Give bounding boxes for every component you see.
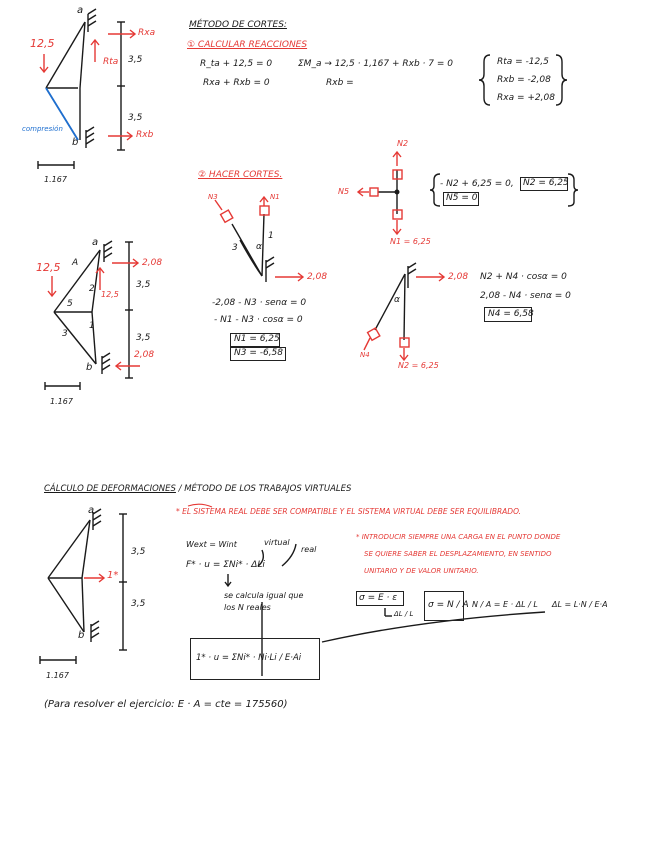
note-compatible: * EL SISTEMA REAL DEBE SER COMPATIBLE Y EL SISTEMA VIRTUAL DEBE SER EQUILIBRADO.	[176, 507, 522, 516]
cut1-eq-b: - N1 - N3 · cosα = 0	[214, 315, 303, 325]
eq-3: ΣM_a → 12,5 · 1,167 + Rxb · 7 = 0	[298, 59, 453, 69]
fig2-label-a: a	[92, 237, 99, 248]
virtual-equation: F* · u = ΣNi* · ΔLi	[186, 560, 265, 570]
fig2-bar-3: 3	[62, 329, 68, 339]
reaction-1: Rta = -12,5	[497, 57, 549, 67]
eq-2: Rxa + Rxb = 0	[203, 78, 270, 88]
cut1-bar1: 1	[268, 231, 274, 241]
cut1-eq-a: -2,08 - N3 · senα = 0	[212, 298, 307, 308]
cut1-n1: N1	[270, 193, 280, 201]
fig1-label-rxa: Rxa	[138, 28, 156, 38]
fig2-width: 1.167	[50, 397, 73, 406]
fig1-width: 1.167	[44, 175, 67, 184]
fig1-compression-label: compresión	[22, 125, 63, 133]
calc-note-2: los N reales	[224, 603, 271, 612]
reaction-3: Rxa = +2,08	[497, 93, 555, 103]
strain-def: ΔL / L	[394, 610, 414, 618]
fig3-dim-2: 3,5	[131, 599, 146, 609]
brace-left-1	[479, 55, 490, 105]
fig2-r3: 2,08	[134, 350, 155, 360]
real-label: real	[301, 545, 317, 554]
fig2-r1: 12,5	[101, 290, 119, 299]
fig3-dim-1: 3,5	[131, 547, 146, 557]
stress-strain: N / A = E · ΔL / L	[472, 600, 538, 609]
cut1-result-b: N3 = -6,58	[234, 348, 284, 358]
cut1-result-a: N1 = 6,25	[234, 334, 280, 344]
cut2-n4: N4	[360, 351, 370, 359]
fig1-label-b: b	[72, 137, 79, 148]
fig2-label-b: b	[86, 362, 93, 373]
hooke-law: σ = E · ε	[359, 593, 398, 603]
final-formula: 1* · u = ΣNi* · Ni·Li / E·Ai	[196, 653, 302, 663]
brace-left-2	[430, 174, 440, 206]
fig3-load: 1*	[107, 570, 119, 581]
fig2-label-A: A	[72, 258, 79, 268]
fig1-label-load: 12,5	[30, 37, 55, 50]
note-load-3: UNITARIO Y DE VALOR UNITARIO.	[364, 567, 479, 575]
cut2-alpha: α	[394, 295, 400, 305]
step1-title: ① CALCULAR REACCIONES	[187, 40, 308, 50]
virtual-label: virtual	[264, 538, 290, 547]
fig1-dim-1: 3,5	[128, 55, 143, 65]
fig2-bar-1: 1	[89, 321, 95, 331]
section3-title	[44, 485, 351, 494]
cut2-force: 2,08	[448, 272, 469, 282]
fig2-r2: 2,08	[142, 258, 163, 268]
footer-note: (Para resolver el ejercicio: E · A = cte = 175560)	[44, 699, 288, 710]
fig2-load: 12,5	[36, 261, 61, 274]
note-load-2: SE QUIERE SABER EL DESPLAZAMIENTO, EN SENTIDO	[364, 550, 552, 558]
node-n1: N1 = 6,25	[390, 237, 431, 246]
cut2-n2: N2 = 6,25	[398, 361, 439, 370]
system-eq: - N2 + 6,25 = 0,	[440, 179, 514, 189]
fig3-red	[84, 574, 104, 582]
step2-title: ② HACER CORTES.	[198, 170, 283, 180]
fig2-dim-2: 3,5	[136, 333, 151, 343]
cut1-red	[215, 197, 303, 281]
fig2-dim-1: 3,5	[136, 280, 151, 290]
cut2-result: N4 = 6,58	[488, 309, 534, 319]
section3-title-b: / MÉTODO DE LOS TRABAJOS VIRTUALES	[178, 484, 352, 494]
fig2-bar-5: 5	[67, 299, 73, 309]
fig3-width: 1.167	[46, 671, 69, 680]
node-n5: N5	[338, 187, 350, 196]
work-balance: Wext = Wint	[186, 540, 237, 549]
reaction-2: Rxb = -2,08	[497, 75, 551, 85]
brace-right-2	[568, 174, 578, 206]
system-result-2: N5 = 0	[446, 193, 478, 203]
fig2-red-arrows	[48, 259, 140, 370]
section1-title: MÉTODO DE CORTES:	[189, 20, 287, 30]
cut1-alpha: α	[256, 242, 262, 252]
cut1-n3: N3	[208, 193, 218, 201]
eq-1: R_ta + 12,5 = 0	[200, 59, 273, 69]
fig2-bar-2: 2	[89, 284, 95, 294]
system-result-1: N2 = 6,25	[523, 178, 569, 188]
cut1-bar3: 3	[232, 243, 238, 253]
calc-note-1: se calcula igual que	[224, 591, 304, 600]
cut1-sketch	[232, 214, 274, 282]
fig3-label-a: a	[88, 505, 95, 516]
fig1-label-rxb: Rxb	[136, 130, 154, 140]
cut2-eq-c: N2 + N4 · cosα = 0	[480, 272, 567, 282]
fig1-label-rta: Rta	[103, 57, 119, 67]
section3-title-a: CÁLCULO DE DEFORMACIONES	[44, 484, 176, 494]
elongation: ΔL = L·N / E·A	[552, 600, 608, 609]
truss-figure-1	[38, 9, 125, 169]
node-sketch	[378, 170, 399, 214]
cut2-eq-d: 2,08 - N4 · senα = 0	[480, 291, 571, 301]
note-load-1: * INTRODUCIR SIEMPRE UNA CARGA EN EL PUNTO DONDE	[356, 533, 561, 541]
node-n2: N2	[397, 139, 409, 148]
fig3-label-b: b	[78, 630, 85, 641]
stress-def: σ = N / A	[428, 600, 469, 610]
fig1-label-a: a	[77, 5, 84, 16]
cut1-force: 2,08	[307, 272, 328, 282]
eq-4: Rxb =	[326, 78, 354, 88]
brace-right-1	[556, 55, 567, 105]
fig1-dim-2: 3,5	[128, 113, 143, 123]
